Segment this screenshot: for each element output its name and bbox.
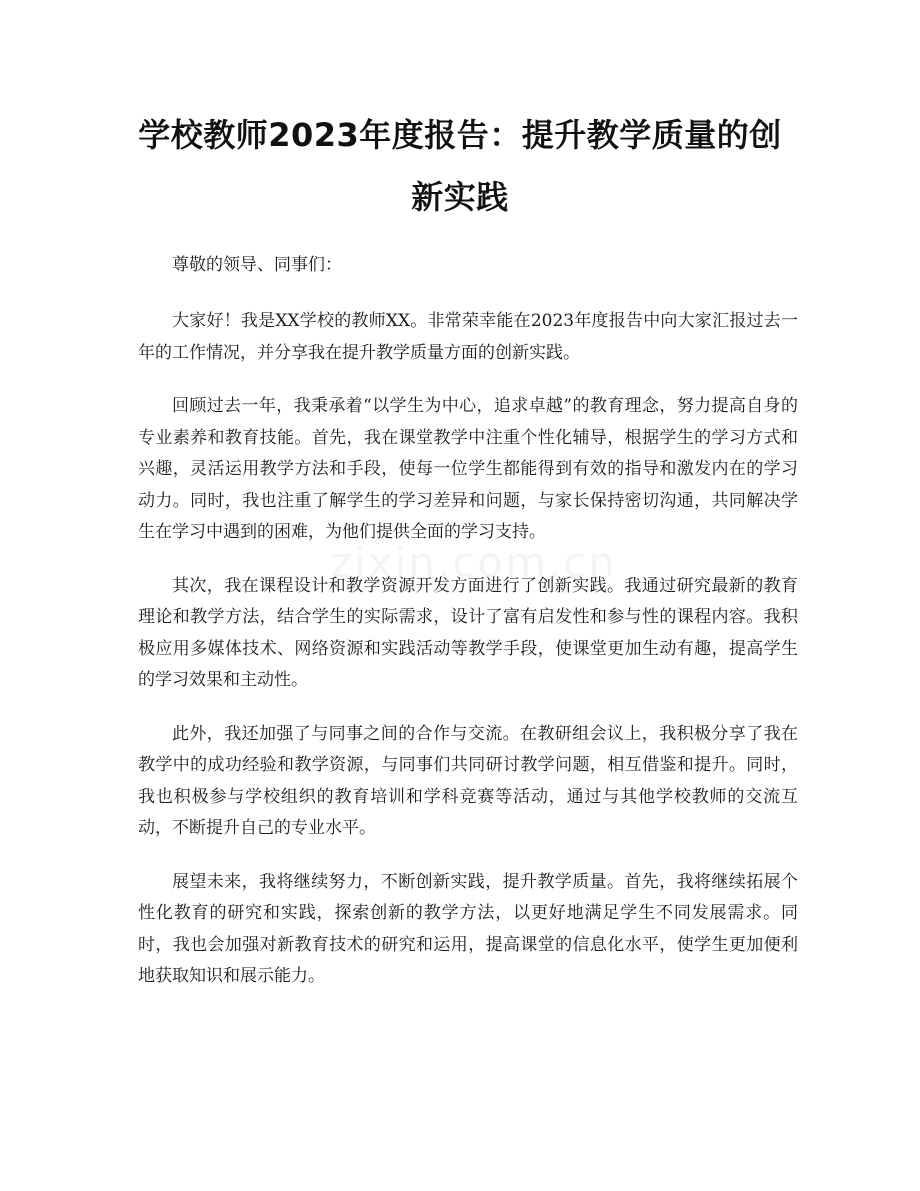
watermark-text: zixin.com.cn xyxy=(330,538,617,587)
paragraph-review: 回顾过去一年，我秉承着“以学生为中心，追求卓越”的教育理念，努力提高自身的专业素养和教育技能。首先，我在课堂教学中注重个性化辅导，根据学生的学习方式和兴趣，灵活运用教学方法和手段，使每一位学生都能得到有效的指导和激发内在的学习动力。同时，我也注重了解学生的学习差异和问题，与家长保持密切沟通，共同解决学生在学习中遇到的困难，为他们提供全面的学习支持。 xyxy=(138,396,798,542)
document-title: 学校教师2023年度报告：提升教学质量的创新实践 xyxy=(138,116,782,216)
document-body xyxy=(138,248,798,1015)
paragraph-collaboration: 此外，我还加强了与同事之间的合作与交流。在教研组会议上，我积极分享了我在教学中的成功经验和教学资源，与同事们共同研讨教学问题，相互借鉴和提升。同时，我也积极参与学校组织的教育培训和学科竞赛等活动，通过与其他学校教师的交流互动，不断提升自己的专业水平。 xyxy=(138,723,798,838)
salutation: 尊敬的领导、同事们： xyxy=(172,255,342,275)
paragraph-curriculum: 其次，我在课程设计和教学资源开发方面进行了创新实践。我通过研究最新的教育理论和教学方法，结合学生的实际需求，设计了富有启发性和参与性的课程内容。我积极应用多媒体技术、网络资源和实践活动等教学手段，使课堂更加生动有趣，提高学生的学习效果和主动性。 xyxy=(138,575,798,690)
paragraph-outlook: 展望未来，我将继续努力，不断创新实践，提升教学质量。首先，我将继续拓展个性化教育的研究和实践，探索创新的教学方法，以更好地满足学生不同发展需求。同时，我也会加强对新教育技术的研究和运用，提高课堂的信息化水平，使学生更加便利地获取知识和展示能力。 xyxy=(138,871,798,986)
paragraph-greeting: 大家好！我是XX学校的教师XX。非常荣幸能在2023年度报告中向大家汇报过去一年的工作情况，并分享我在提升教学质量方面的创新实践。 xyxy=(138,311,798,363)
